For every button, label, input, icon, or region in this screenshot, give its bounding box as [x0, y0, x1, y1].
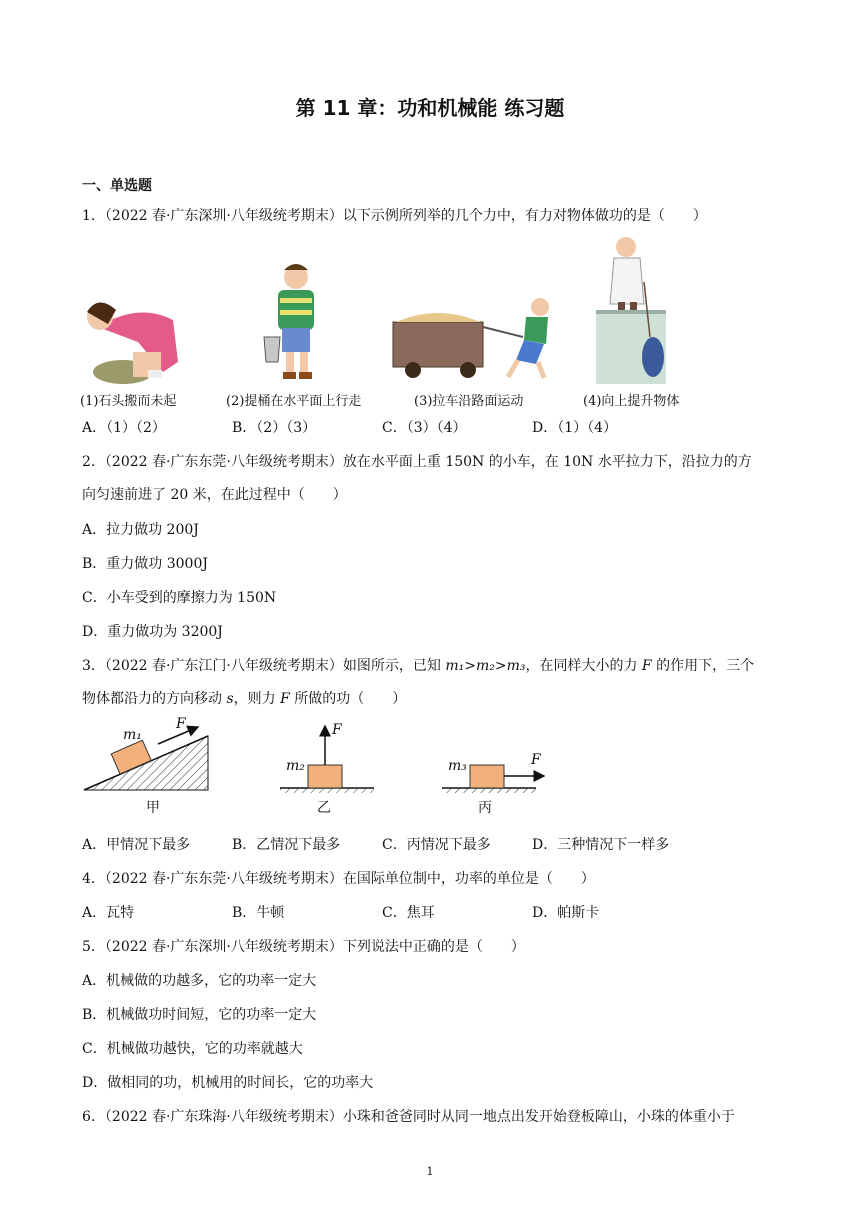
- label-yi: 乙: [317, 800, 331, 816]
- incline-diagram: [84, 727, 208, 790]
- q2-option-a[interactable]: A．拉力做功 200J: [82, 522, 199, 538]
- q1-option-a[interactable]: A．（1）（2）: [82, 420, 166, 436]
- q6-stem: 6．（2022 春·广东珠海·八年级统考期末）小珠和爸爸同时从同一地点出发开始登板障山，小珠的体重小于: [82, 1109, 735, 1125]
- label-m2: m₂: [286, 758, 305, 774]
- q3-option-c[interactable]: C．丙情况下最多: [382, 837, 491, 853]
- label-m1: m₁: [123, 727, 142, 743]
- label-f1: F: [176, 716, 186, 732]
- q1-caption-3: (3)拉车沿路面运动: [414, 394, 524, 409]
- q1-option-b[interactable]: B．（2）（3）: [232, 420, 317, 436]
- q4-stem: 4．（2022 春·广东东莞·八年级统考期末）在国际单位制中，功率的单位是（ ）: [82, 871, 595, 887]
- q4-option-d[interactable]: D．帕斯卡: [532, 905, 600, 921]
- q3-stem-line1: 3．（2022 春·广东江门·八年级统考期末）如图所示，已知 m₁>m₂>m₃，在同样大小的力 F 的作用下，三个: [82, 658, 755, 674]
- label-jia: 甲: [146, 800, 160, 816]
- mass-relation: m₁>m₂>m₃: [445, 658, 526, 674]
- q2-option-b[interactable]: B．重力做功 3000J: [82, 556, 208, 572]
- q5-option-b[interactable]: B．机械做功时间短，它的功率一定大: [82, 1007, 317, 1023]
- q1-caption-2: (2)提桶在水平面上行走: [226, 394, 362, 409]
- page-number: 1: [426, 1165, 434, 1178]
- q4-option-c[interactable]: C．焦耳: [382, 905, 435, 921]
- label-bing: 丙: [478, 800, 492, 816]
- q2-option-d[interactable]: D．重力做功为 3200J: [82, 624, 223, 640]
- q1-illustrations: [78, 232, 698, 387]
- q5-option-a[interactable]: A．机械做的功越多，它的功率一定大: [82, 973, 317, 989]
- q5-option-c[interactable]: C．机械做功越快，它的功率就越大: [82, 1041, 303, 1057]
- page-title: 第 11 章：功和机械能 练习题: [295, 96, 565, 120]
- q1-option-d[interactable]: D．（1）（4）: [532, 420, 618, 436]
- q1-stem: 1．（2022 春·广东深圳·八年级统考期末）以下示例所列举的几个力中，有力对物体做功的是（ ）: [82, 208, 707, 224]
- q5-stem: 5．（2022 春·广东深圳·八年级统考期末）下列说法中正确的是（ ）: [82, 939, 525, 955]
- q2-stem-line1: 2．（2022 春·广东东莞·八年级统考期末）放在水平面上重 150N 的小车，在 10N 水平拉力下，沿拉力的方: [82, 454, 752, 470]
- q3-option-b[interactable]: B．乙情况下最多: [232, 837, 341, 853]
- q3-option-a[interactable]: A．甲情况下最多: [82, 837, 191, 853]
- label-f3: F: [531, 752, 541, 768]
- section-heading: 一、单选题: [82, 178, 152, 194]
- q1-option-c[interactable]: C．（3）（4）: [382, 420, 467, 436]
- boy-pulling-cart-image: [393, 298, 549, 378]
- q2-stem-line2: 向匀速前进了 20 米，在此过程中（ ）: [82, 487, 347, 503]
- q2-option-c[interactable]: C．小车受到的摩擦力为 150N: [82, 590, 277, 606]
- q1-caption-4: (4)向上提升物体: [583, 394, 680, 409]
- label-f2: F: [332, 722, 342, 738]
- man-lifting-object-image: [596, 237, 666, 384]
- q4-option-a[interactable]: A．瓦特: [82, 905, 135, 921]
- label-m3: m₃: [448, 758, 467, 774]
- q3-stem-line2: 物体都沿力的方向移动 s，则力 F 所做的功（ ）: [82, 691, 407, 707]
- woman-lifting-stone-image: [87, 302, 178, 384]
- q1-caption-1: (1)石头搬而未起: [80, 394, 177, 409]
- boy-carrying-bucket-image: [264, 264, 314, 379]
- q5-option-d[interactable]: D．做相同的功，机械用的时间长，它的功率大: [82, 1075, 374, 1091]
- q3-option-d[interactable]: D．三种情况下一样多: [532, 837, 670, 853]
- q4-option-b[interactable]: B．牛顿: [232, 905, 285, 921]
